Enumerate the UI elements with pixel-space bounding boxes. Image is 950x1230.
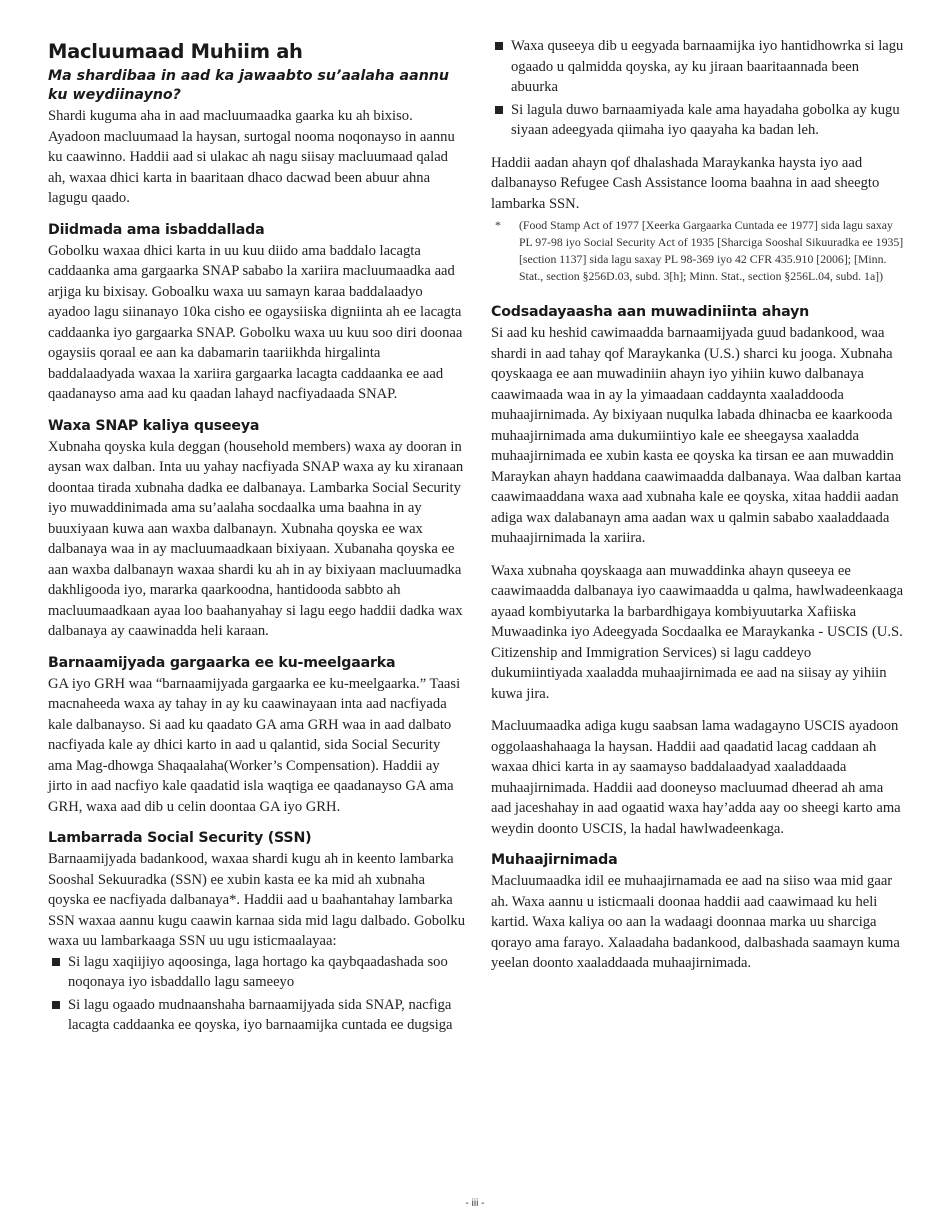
section-heading-snap-only: Waxa SNAP kaliya quseeya [48, 417, 260, 434]
right-column [491, 36, 905, 974]
list-item-text: Si lagula duwo barnaamiyada kale ama hayadaha gobolka ay kugu siyaan adeegyada qiimaha iyo qaayaha ka badan leh. [511, 101, 900, 138]
section-heading-denials: Diidmada ama isbaddallada [48, 221, 265, 238]
refugee-paragraph: Haddii aadan ahayn qof dhalashada Maraykanka haysta iyo aad dalbanayso Refugee Cash Assistance looma baahna in aad sheegto lambarka SSN. [491, 154, 880, 212]
section-text-snap-only: Xubnaha qoyska kula deggan (household members) waxa ay dooran in aysan wax dalban. Inta uu yahay nacfiyada SNAP waxa ay ku xiranaan doontaa tirada xubnaha dadka ee dalbanaya. Lambarka Social Security iyo muwaddinimada ama su’aalaha socdaalka uma baahna in ay buuxiyaan kuwa aan waxba dalbanayn. Xubnaha qoyska ee wax dalbanaya waa in ay macluumaadkaan bixiyaan. Xubanaha qoyska ee aan waxba dalbanayn waxaa shardi ku ah in ay bixiyaan macluumadka dakhligooda iyo, mararka qaarkoodna, hantidooda sabbto ah macluumaadkaan ayaa loo baahanyahay si lagu eego haddii dadka wax dalbanaya ay caawinadda heli karaan. [48, 438, 464, 639]
intro-paragraph: Shardi kuguma aha in aad macluumaadka gaarka ku ah bixiso. Ayadoon macluumaad la haysan, surtogal nooma noqonayso in aannu ku caawinno. Haddii aad si ulakac ah nagu siisay macluumaad qalad ah, waxaa dhici karta in baaritaan dhaco dacwad been abuur ahna lagugu qaado. [48, 108, 455, 206]
section-text-denials: Gobolku waxaa dhici karta in uu kuu diido ama baddalo lacagta caddaanka ama gargaarka SNAP sababo la xariira macluumaadka aad arjiga ku bixisay. Goboalku waxa uu samayn karaa baddalaadyo ayadoo lagu siinanayo 10ka cisho ee ogaysiiska digniinta ah ee lacagta caddaanka iyo gargaarka SNAP. Gobolku waxa uu kuu soo diri doonaa ogaysiis qoraal ee aan ka dabamarin taariikhda hirgalinta baddalaadyada waxaa la xariira gargaarka lacagta caddaanka ee aad qaadanayso ama aad ku qaadan lahayd nacfiyadaada SNAP. [48, 242, 463, 402]
footnote-text: (Food Stamp Act of 1977 [Xeerka Gargaarka Cuntada ee 1977] sida lagu saxay PL 97-98 iyo Social Security Act of 1935 [Sharciga Sooshal Sikuuradka ee 1935] [section 1137] sida lagu saxay PL 98-369 iyo 42 CFR 435.910 [2006]; [Minn. Stat., section §256D.03, subd. 3[h]; Minn. Stat., section §256L.04, subd. 1a]) [519, 218, 904, 283]
list-item [491, 36, 905, 98]
section-heading-ssn: Lambarrada Social Security (SSN) [48, 830, 312, 846]
square-bullet-icon [495, 106, 503, 114]
section-text-immigration: Macluumaadka idil ee muhaajirnamada ee aad na siiso waa mid gaar ah. Waxa aannu u isticmaali doonaa haddii aad caawimaad ku heli kartid. Waxa kaliya oo aan la wadaagi doonnaa marka uu sharciga qorayo ama farayo. Xalaadaha badankood, dalbashada saamayn kuma yeelan doonto xaaladdaada muhaajirnimada. [491, 873, 900, 971]
list-item-text: Si lagu ogaado mudnaanshaha barnaamijyada sida SNAP, nacfiga lacagta caddaanka ee qoyska, iyo barnaamijka cuntada ee dugsiga [68, 996, 453, 1033]
square-bullet-icon [52, 1001, 60, 1009]
list-item [48, 952, 466, 993]
section-text-ssn: Barnaamijyada badankood, waxaa shardi kugu ah in keento lambarka Sooshal Sekuuradka (SSN) ee xubin kasta ee ka mid ah xubnaha qoyska ee nacfiyada dalbanaya*. Haddii aad u baahantahay lambarka SSN waxaa aannu kugu caawin karnaa sida mid lagu dalbado. Gobolku waxa uu lambarkaaga SSN uu ugu isticmaalayaa: [48, 851, 466, 949]
square-bullet-icon [52, 958, 60, 966]
list-item [491, 100, 905, 141]
ssn-use-list-continued [491, 36, 905, 141]
left-column [48, 36, 466, 1038]
list-item [48, 995, 466, 1036]
section-text-noncitizens-3: Macluumaadka adiga kugu saabsan lama wadagayno USCIS ayadoon oggolaashahaaga la haysan. Haddii aad qaadatid lacag caddaan ah waxaa dhici karta in ay saamayso baddalaadyad xaaladdaada muhaajirnimada. Haddii aad dooneyso macluumad dheerad ah ama aad jaceshahay in aad ogaatid waxa hay’adda aay oo sheegi karto ama weydin doonto USCIS, la hadal hawlwadeenkaga. [491, 718, 901, 837]
page-title: Macluumaad Muhiim ah [48, 40, 303, 63]
page-number: - iii - [465, 1198, 485, 1209]
section-text-noncitizens-2: Waxa xubnaha qoyskaaga aan muwaddinka ahayn quseeya ee caawimaadda dalbanaya iyo caawimaadda u qalma, hawlwadeenkaaga ayaad kombiyutarka la barbardhigaya kombiyuutarka Xafiiska Muwaadinka iyo Adeegyada Socdaalka ee Maraykanka - USCIS (U.S. Citizenship and Immigration Services) si lagu caddeyo dukumiintiyada xaaladda muhaajirnimada ee aad na siisay ay yihiin kuwa jira. [491, 562, 904, 702]
list-item-text: Waxa quseeya dib u eegyada barnaamijka iyo hantidhowrka si lagu ogaado u qalmidda qoyska, ay ku jiraan baaritaannada been abuurka [511, 38, 904, 95]
section-question-heading: Ma shardibaa in aad ka jawaabto su’aalaha aannu ku weydiinayno? [48, 68, 449, 103]
section-text-interim-assistance: GA iyo GRH waa “barnaamijyada gargaarka ee ku-meelgaarka.” Taasi macnaheeda waxa ay tahay in ay ku caawinayaan inta aad nacfiyada kale dalbanayso. Si aad ku qaadato GA ama GRH waa in aad dalbato nacfiyada kale ay dhici karto in aad u qalantid, sida Social Security ama Mag-dhowga Shaqaalaha(Worker’s Compensation). Haddii ay jirto in aad nacfiyo kale qaadatid isla waqtiga ee qaadanayso GA ama GRH, waxa aad dib u celin doontaa GA iyo GRH. [48, 675, 461, 815]
section-heading-noncitizens: Codsadayaasha aan muwadiniinta ahayn [491, 304, 810, 320]
list-item-text: Si lagu xaqiijiyo aqoosinga, laga hortago ka qaybqaadashada soo noqonaya iyo isbaddallo lagu sameeyo [68, 953, 448, 990]
ssn-use-list [48, 952, 466, 1036]
section-heading-immigration: Muhaajirnimada [491, 852, 618, 868]
footnote-marker: * [495, 218, 501, 232]
section-text-noncitizens: Si aad ku heshid cawimaadda barnaamijyada guud badankood, waa shardi in aad tahay qof Maraykanka (U.S.) sharci ku jooga. Xubnaha qoyskaaga ee aan muwadiniin ahayn iyo yihiin kuwo dalbanaya caawimaada waa in ay la yimaadaan caddaynta xaaladdooda muhaajirnimada. Ay bixiyaan nuqulka labada dhinacba ee kaarkooda muhaajirnimada ama dukumiintiyo kale ee sheegaysa xaaladda muhaajirnimada ee xubin kasta ee qoyska ka tirsan ee aan muwaddin Maraykan ahayn haddana caawimaadda dalbanaya. Waa dalban kartaa caawimaaddana waxa aad xubnaha kale ee qoyska, xitaa haddii aadan adiga wax dalabanayn ama aadan wax u qalmin sababo xaaladdaada muhaajirnimada la xariira. [491, 325, 902, 546]
square-bullet-icon [495, 42, 503, 50]
section-heading-interim-assistance: Barnaamijyada gargaarka ee ku-meelgaarka [48, 654, 396, 671]
legal-footnote [491, 217, 905, 285]
